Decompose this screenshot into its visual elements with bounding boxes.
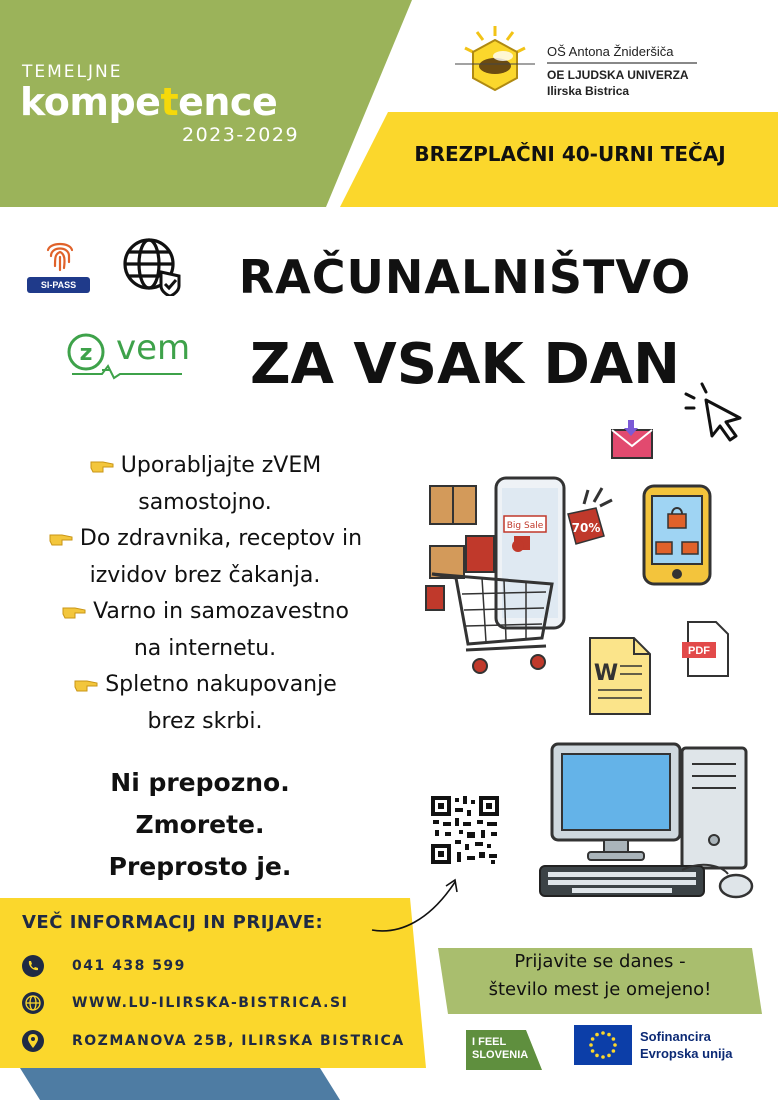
info-heading: VEČ INFORMACIJ IN PRIJAVE:	[22, 912, 324, 933]
benefit-item-cont: brez skrbi.	[147, 708, 263, 734]
apply-line1: Prijavite se danes -	[514, 951, 686, 972]
benefit-item-cont: izvidov brez čakanja.	[89, 562, 321, 588]
school-logo-icon	[455, 22, 535, 102]
email-download-icon	[610, 420, 656, 462]
benefit-item: Spletno nakupovanje	[20, 667, 390, 704]
school-name	[547, 44, 697, 99]
zvem-pulse-icon	[72, 364, 182, 380]
motto-line: Zmorete.	[135, 810, 265, 839]
fingerprint-icon	[42, 236, 78, 272]
svg-text:z: z	[79, 341, 93, 366]
sale-tag-text: Big Sale	[506, 521, 544, 531]
location-pin-icon	[22, 1030, 44, 1052]
eu-line2: Evropska unija	[640, 1046, 733, 1061]
pointing-hand-icon	[48, 529, 74, 547]
school-line1: OŠ Antona Žnideršiča	[547, 44, 674, 59]
benefit-item: Uporabljajte zVEM	[20, 448, 390, 485]
address-row	[22, 1030, 422, 1052]
address-text: ROZMANOVA 25B, ILIRSKA BISTRICA	[72, 1033, 405, 1049]
motto-line: Preprosto je.	[108, 852, 292, 881]
cursor-click-icon	[682, 378, 752, 448]
school-line3: Ilirska Bistrica	[547, 83, 630, 98]
word-document-icon	[588, 636, 652, 716]
school-divider	[547, 62, 697, 64]
pdf-label: PDF	[688, 645, 710, 657]
globe-icon	[22, 992, 44, 1014]
qr-code-icon[interactable]	[431, 796, 499, 864]
benefit-item: Do zdravnika, receptov in	[20, 521, 390, 558]
course-label: BREZPLAČNI 40-URNI TEČAJ	[414, 142, 726, 166]
ifeel-line1: I FEEL	[472, 1036, 507, 1048]
website-link[interactable]: WWW.LU-ILIRSKA-BISTRICA.SI	[72, 995, 349, 1011]
motto	[40, 762, 360, 888]
sipass-logo: SI-PASS	[27, 277, 90, 293]
phone-icon	[22, 955, 44, 977]
eu-cofunded-text	[640, 1028, 732, 1062]
motto-line: Ni prepozno.	[110, 768, 290, 797]
brand-title: kompetence	[20, 80, 278, 124]
brand-years: 2023-2029	[182, 124, 300, 146]
discount-text: 70%	[571, 521, 601, 535]
benefit-item: Varno in samozavestno	[20, 594, 390, 631]
apply-callout	[440, 948, 760, 1004]
phone-row[interactable]	[22, 955, 322, 977]
benefit-item-cont: na internetu.	[133, 635, 277, 661]
website-row[interactable]	[22, 992, 402, 1014]
ifeel-line2: SLOVENIA	[472, 1049, 529, 1061]
pointing-hand-icon	[61, 602, 87, 620]
main-title-line2: ZA VSAK DAN	[249, 332, 681, 397]
pointing-hand-icon	[73, 675, 99, 693]
eu-flag-icon	[574, 1025, 632, 1065]
benefit-item-cont: samostojno.	[138, 489, 272, 515]
apply-line2: število mest je omejeno!	[488, 979, 712, 1000]
main-title-line1: RAČUNALNIŠTVO	[238, 250, 692, 304]
pointing-hand-icon	[89, 456, 115, 474]
pdf-document-icon	[680, 620, 730, 678]
word-letter: W	[593, 661, 619, 686]
globe-check-icon	[121, 236, 183, 296]
i-feel-slovenia-logo	[468, 1030, 542, 1070]
desktop-computer-illustration	[532, 740, 762, 900]
phone-number[interactable]: 041 438 599	[72, 958, 186, 974]
zvem-logo-text: vem	[116, 328, 191, 368]
eu-line1: Sofinancira	[640, 1029, 711, 1044]
benefits-list	[20, 448, 390, 740]
phone-security-icon	[642, 484, 714, 588]
school-line2: OE LJUDSKA UNIVERZA	[547, 67, 689, 82]
brand-subtitle: TEMELJNE	[22, 62, 123, 82]
